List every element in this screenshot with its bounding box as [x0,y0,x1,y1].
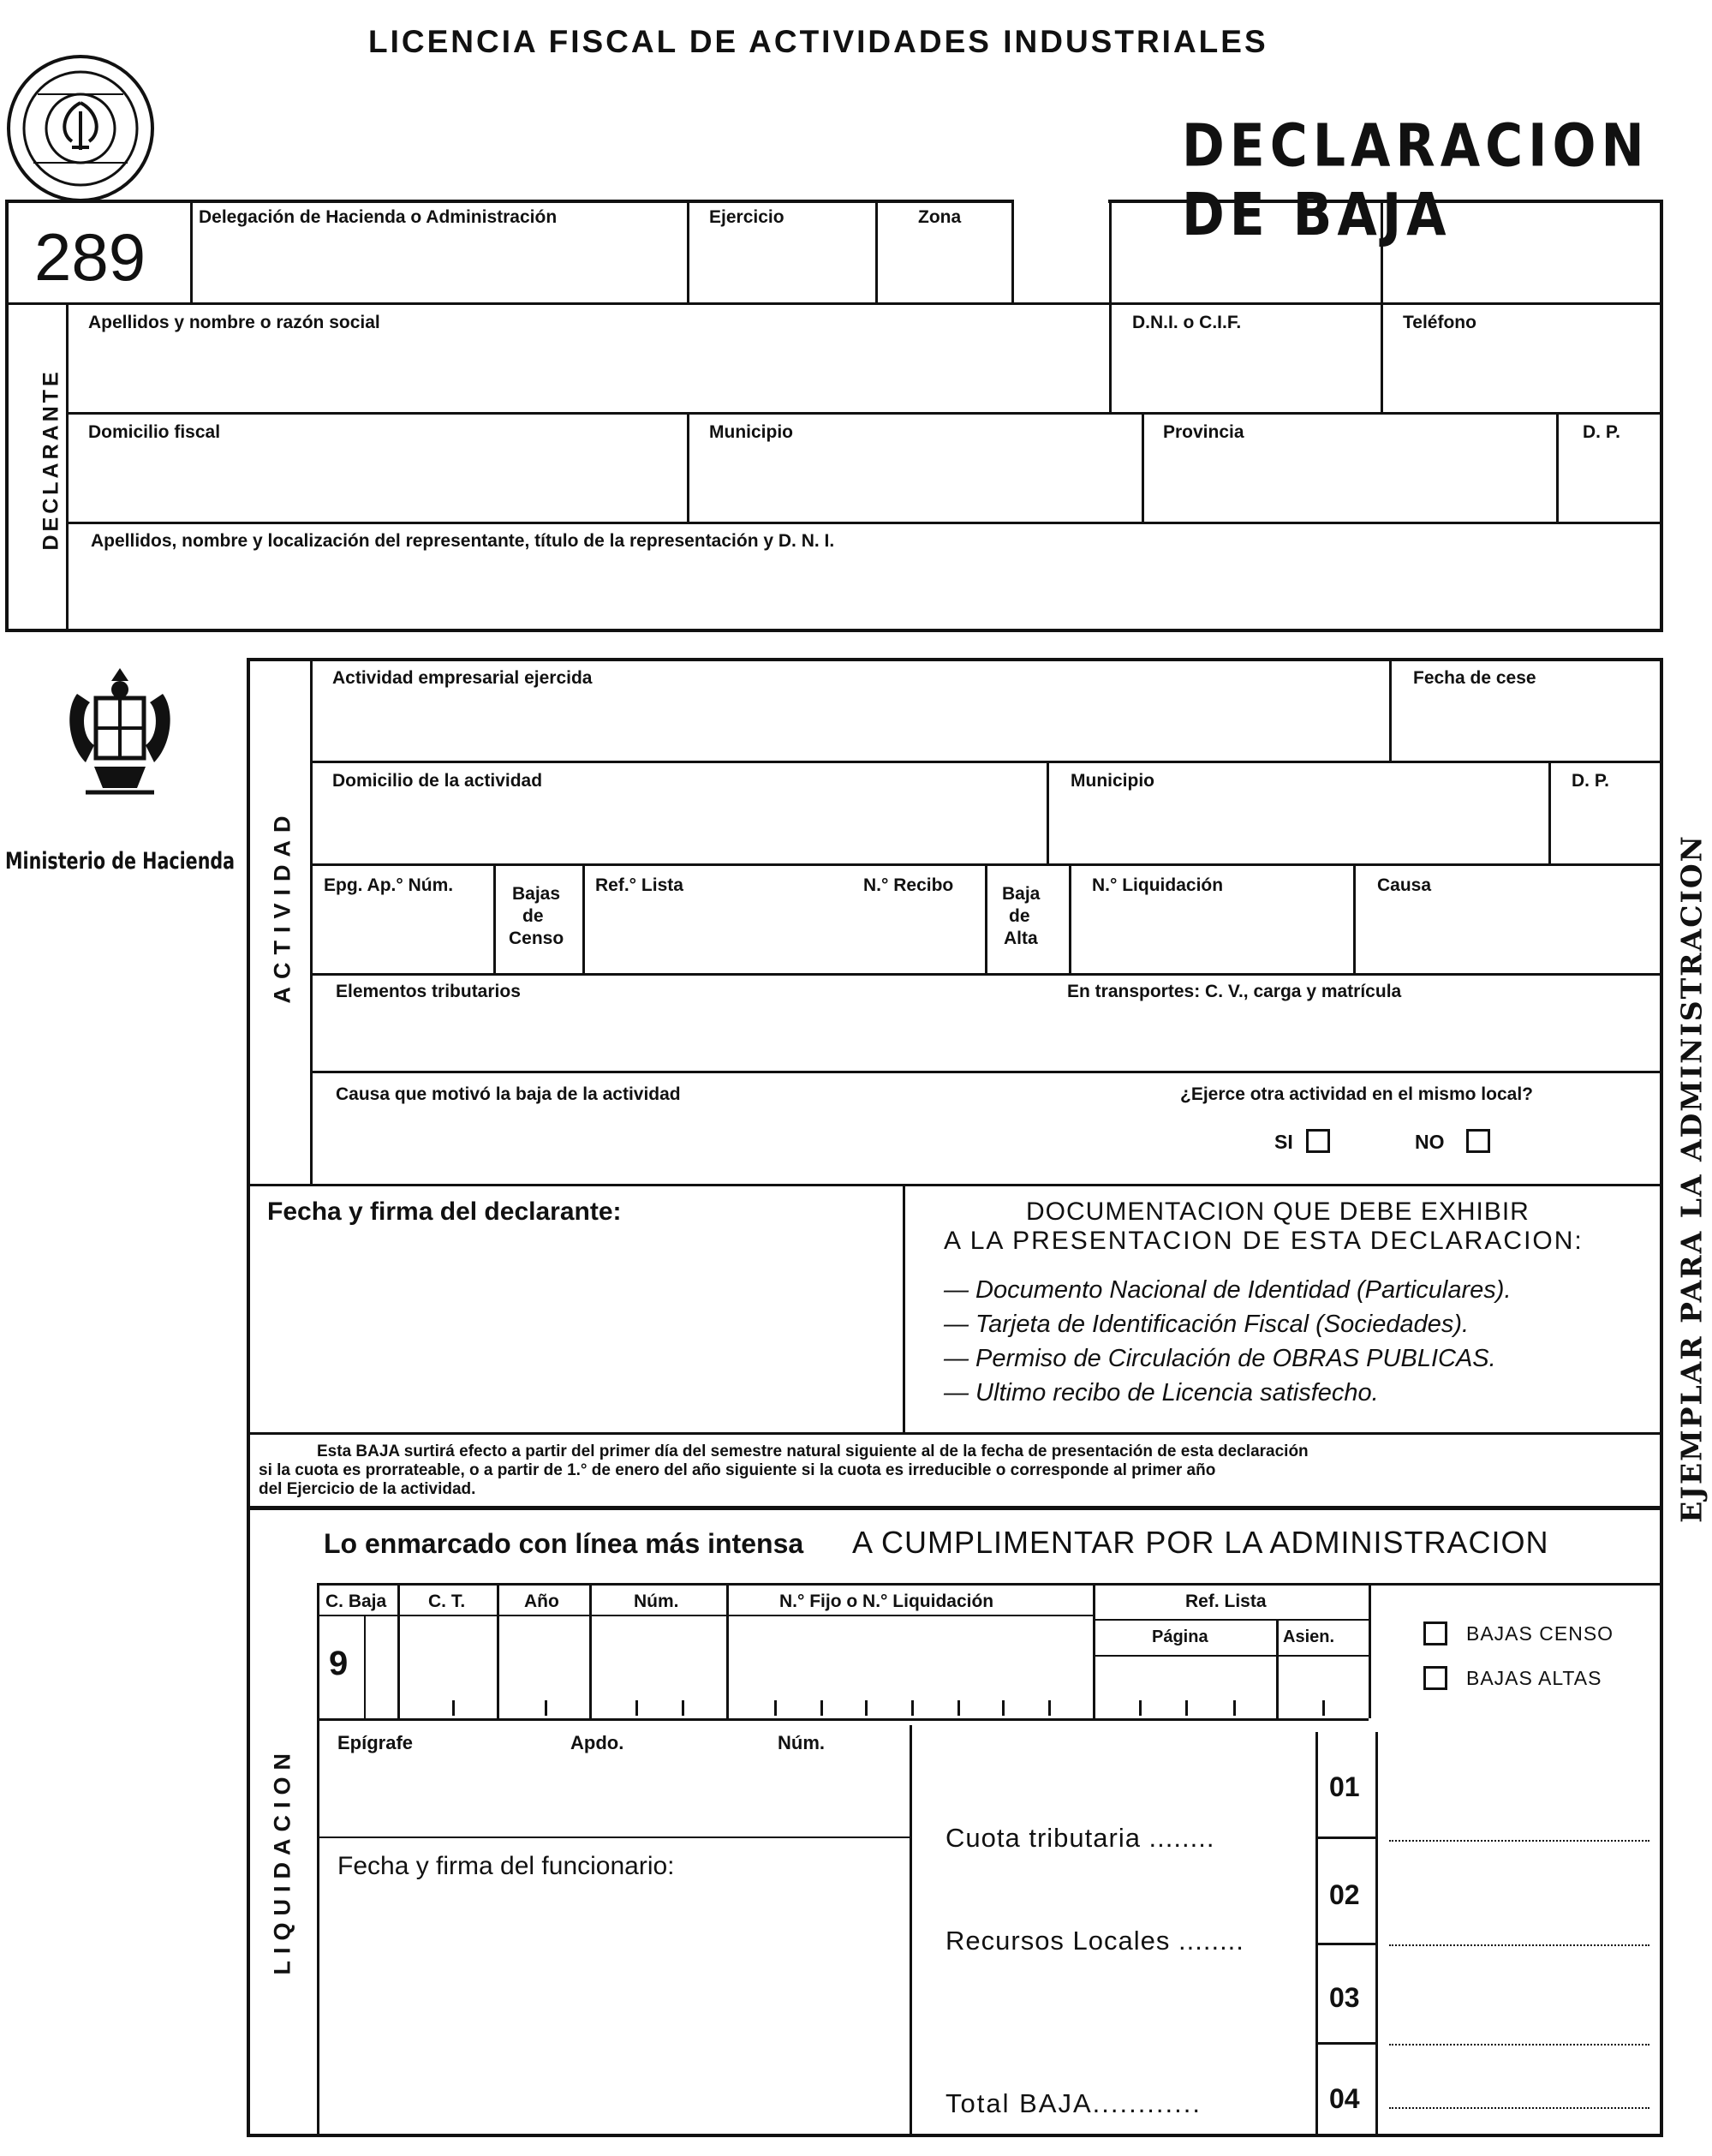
ministerio-label: Ministerio de Hacienda [5,848,236,875]
actividad-ejercida-label: Actividad empresarial ejercida [332,668,593,688]
municipio-label: Municipio [709,422,793,442]
notice-line-3: del Ejercicio de la actividad. [259,1480,476,1498]
c-baja-label: C. Baja [325,1592,387,1611]
notice-line-1: Esta BAJA surtirá efecto a partir del primer día del semestre natural siguiente al de la fecha de presentación de esta declaración [317,1442,1309,1460]
bajas-censo-label: BAJAS CENSO [1466,1622,1614,1645]
bajas-altas-checkbox[interactable] [1423,1666,1447,1690]
bajas-censo-1: Bajas [512,884,561,904]
dp-label: D. P. [1583,422,1620,442]
elementos-label: Elementos tributarios [336,982,521,1001]
ejercicio-label: Ejercicio [709,207,784,227]
ejemplar-side-label: EJEMPLAR PARA LA ADMINISTRACION [1674,834,1709,1523]
doc-item-1: — Documento Nacional de Identidad (Particulares). [944,1276,1512,1304]
coat-of-arms-icon [60,660,180,805]
anio-label: Año [524,1592,559,1611]
doc-item-3: — Permiso de Circulación de OBRAS PUBLICAS. [944,1345,1496,1372]
telefono-label: Teléfono [1403,313,1476,332]
representante-label: Apellidos, nombre y localización del representante, título de la representación y D. N. I. [91,531,835,551]
si-label: SI [1274,1131,1293,1153]
bajas-censo-3: Censo [509,929,564,948]
total-label: Total BAJA............ [945,2088,1202,2118]
ref-lista-liq-label: Ref. Lista [1185,1592,1267,1611]
actividad-section-label: ACTIVIDAD [269,808,295,1004]
recursos-label: Recursos Locales ........ [945,1926,1244,1956]
notice-line-2: si la cuota es prorrateable, o a partir de 1.° de enero del año siguiente si la cuota es irreducible o corresponde al primer año [259,1461,1216,1479]
cuota-label: Cuota tributaria ........ [945,1823,1215,1853]
asien-label: Asien. [1283,1627,1335,1646]
causa-baja-label: Causa que motivó la baja de la actividad [336,1084,681,1104]
no-checkbox[interactable] [1466,1129,1490,1153]
baja-alta-1: Baja [1002,884,1041,904]
seal-logo [3,51,158,206]
doc-title-2: A LA PRESENTACION DE ESTA DECLARACION: [944,1227,1584,1255]
fecha-funcionario-label: Fecha y firma del funcionario: [337,1852,675,1880]
provincia-label: Provincia [1163,422,1244,442]
code-01: 01 [1329,1771,1360,1802]
municipio-actividad-label: Municipio [1071,771,1154,791]
n-recibo-label: N.° Recibo [863,875,954,895]
domicilio-actividad-label: Domicilio de la actividad [332,771,543,791]
num2-label: Núm. [778,1732,825,1753]
n-fijo-label: N.° Fijo o N.° Liquidación [779,1592,994,1611]
declarante-section-label: DECLARANTE [39,368,63,551]
bajas-censo-2: de [522,906,544,926]
transportes-label: En transportes: C. V., carga y matrícula [1067,982,1402,1001]
delegacion-label: Delegación de Hacienda o Administración [199,207,558,227]
no-label: NO [1415,1131,1445,1153]
declarante-box [5,200,1663,632]
form-number: 289 [34,219,146,295]
causa-label: Causa [1377,875,1432,895]
apellidos-label: Apellidos y nombre o razón social [88,313,380,332]
doc-title-1: DOCUMENTACION QUE DEBE EXHIBIR [1026,1197,1530,1226]
form-subtitle: DECLARACION DE BAJA [1182,111,1649,249]
form-title: LICENCIA FISCAL DE ACTIVIDADES INDUSTRIALES [368,24,1268,59]
si-checkbox[interactable] [1306,1129,1330,1153]
epigrafe-label: Epígrafe [337,1732,414,1753]
dp-actividad-label: D. P. [1572,771,1609,791]
doc-item-4: — Ultimo recibo de Licencia satisfecho. [944,1379,1379,1406]
dni-label: D.N.I. o C.I.F. [1132,313,1242,332]
fecha-cese-label: Fecha de cese [1413,668,1536,688]
code-02: 02 [1329,1879,1360,1910]
code-04: 04 [1329,2083,1360,2114]
c-t-label: C. T. [428,1592,466,1611]
code-03: 03 [1329,1982,1360,2013]
zona-label: Zona [918,207,962,227]
ejerce-otra-label: ¿Ejerce otra actividad en el mismo local? [1180,1084,1533,1104]
doc-item-2: — Tarjeta de Identificación Fiscal (Sociedades). [944,1311,1470,1338]
bajas-altas-label: BAJAS ALTAS [1466,1667,1602,1689]
banner-right: A CUMPLIMENTAR POR LA ADMINISTRACION [852,1525,1549,1560]
banner-left: Lo enmarcado con línea más intensa [324,1528,804,1559]
num-label: Núm. [634,1592,679,1611]
epg-label: Epg. Ap.° Núm. [324,875,454,895]
baja-alta-2: de [1009,906,1030,926]
apdo-label: Apdo. [570,1732,624,1753]
pagina-label: Página [1152,1627,1208,1646]
domicilio-fiscal-label: Domicilio fiscal [88,422,221,442]
nine-digit: 9 [329,1645,349,1682]
ref-lista-label: Ref.° Lista [595,875,683,895]
n-liquidacion-label: N.° Liquidación [1092,875,1224,895]
bajas-censo-checkbox[interactable] [1423,1621,1447,1645]
fecha-firma-declarante-label: Fecha y firma del declarante: [267,1197,622,1226]
liquidacion-section-label: LIQUIDACION [269,1747,295,1975]
baja-alta-3: Alta [1004,929,1038,948]
